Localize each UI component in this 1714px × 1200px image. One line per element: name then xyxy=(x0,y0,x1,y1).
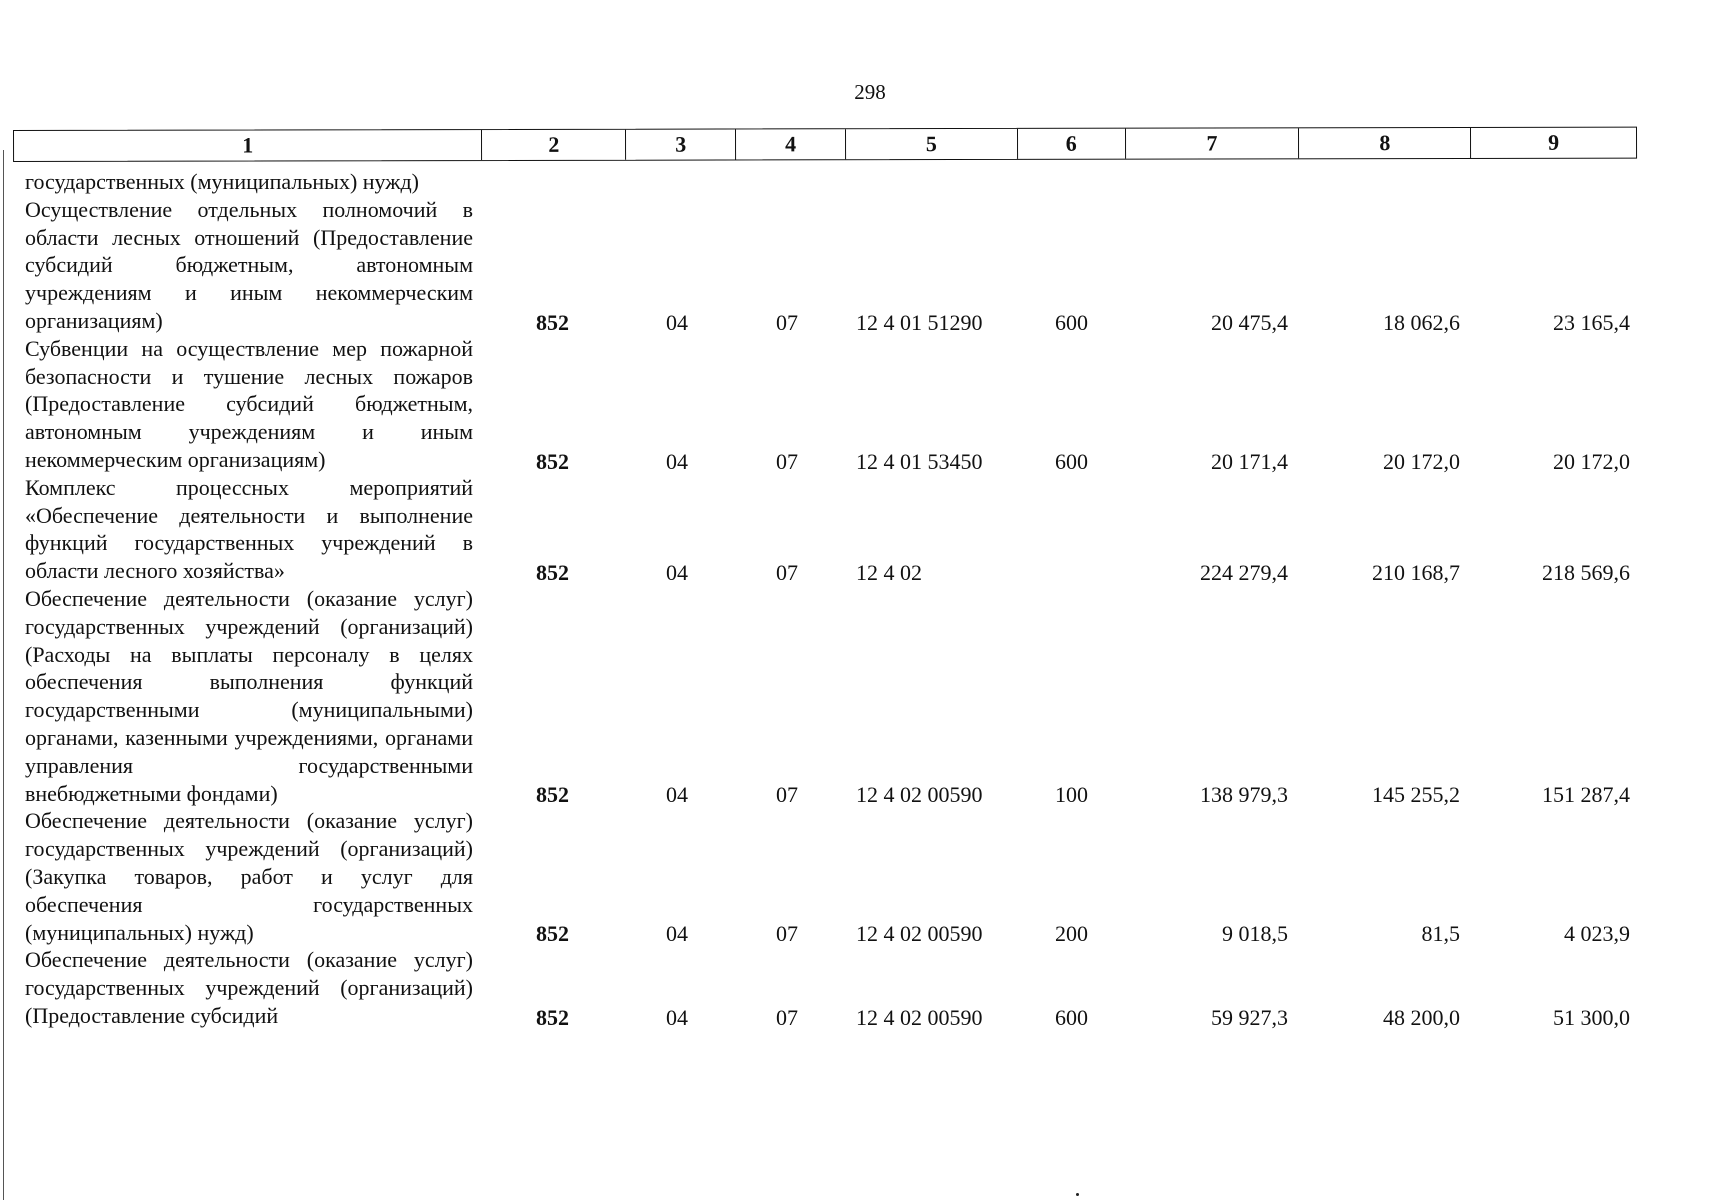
row-description: Обеспечение деятельности (оказание услуг) государственных учреждений (организаций) (Предоставление субсидий xyxy=(25,947,473,1028)
cell-amount-year-3: 23 165,4 xyxy=(1553,309,1630,335)
cell-expense-type: 600 xyxy=(1055,1004,1088,1030)
header-col-9: 9 xyxy=(1548,129,1560,155)
header-col-7: 7 xyxy=(1126,128,1300,158)
table-row xyxy=(0,946,1714,1029)
cell-ministry-code: 852 xyxy=(536,448,569,474)
header-col-3: 3 xyxy=(626,129,736,159)
cell-amount-year-3: 218 569,6 xyxy=(1542,559,1630,585)
header-col-2: 2 xyxy=(482,130,626,160)
header-col-1: 1 xyxy=(14,130,482,161)
cell-subsection: 07 xyxy=(776,448,798,474)
cell-target-article: 12 4 02 00590 xyxy=(856,782,983,808)
cell-expense-type: 100 xyxy=(1055,782,1088,808)
cell-section: 04 xyxy=(666,1004,688,1030)
cell-section: 04 xyxy=(666,782,688,808)
cell-ministry-code: 852 xyxy=(536,559,569,585)
cell-section: 04 xyxy=(666,448,688,474)
cell-amount-year-3: 20 172,0 xyxy=(1553,448,1630,474)
cell-target-article: 12 4 01 51290 xyxy=(856,309,983,335)
cell-section: 04 xyxy=(666,921,688,947)
cell-ministry-code: 852 xyxy=(536,782,569,808)
header-col-5: 5 xyxy=(846,129,1018,159)
cell-section: 04 xyxy=(666,309,688,335)
cell-expense-type: 600 xyxy=(1055,309,1088,335)
row-description: Обеспечение деятельности (оказание услуг) государственных учреждений (организаций) (Расходы на выплаты персоналу в целях обеспечения выполнения функций государственными (муниципальными) органами, казенными учреждениями, органами управления государственными внебюджетными фондами) xyxy=(25,585,473,806)
cell-target-article: 12 4 02 00590 xyxy=(856,921,983,947)
header-col-6: 6 xyxy=(1018,129,1126,159)
continuation-row xyxy=(0,168,1714,196)
cell-expense-type: 600 xyxy=(1055,448,1088,474)
row-description: Осуществление отдельных полномочий в области лесных отношений (Предоставление субсидий бюджетным, автономным учреждениям и иным некоммерческим организациям) xyxy=(25,196,473,333)
cell-amount-year-2: 20 172,0 xyxy=(1383,448,1460,474)
table-row xyxy=(0,807,1714,946)
cell-target-article: 12 4 02 00590 xyxy=(856,1004,983,1030)
cell-subsection: 07 xyxy=(776,921,798,947)
cell-amount-year-3: 151 287,4 xyxy=(1542,782,1630,808)
cell-amount-year-3: 4 023,9 xyxy=(1564,921,1630,947)
cell-amount-year-1: 9 018,5 xyxy=(1222,921,1288,947)
page-number: 298 xyxy=(854,80,886,104)
table-body xyxy=(0,168,1714,1030)
cell-subsection: 07 xyxy=(776,309,798,335)
scan-speck xyxy=(1076,1193,1079,1196)
cell-expense-type: 200 xyxy=(1055,921,1088,947)
cell-ministry-code: 852 xyxy=(536,921,569,947)
header-col-4: 4 xyxy=(736,129,846,159)
cell-subsection: 07 xyxy=(776,782,798,808)
cell-section: 04 xyxy=(666,559,688,585)
cell-amount-year-3: 51 300,0 xyxy=(1553,1004,1630,1030)
table-header-row xyxy=(13,127,1637,162)
cell-amount-year-2: 210 168,7 xyxy=(1372,559,1460,585)
cell-ministry-code: 852 xyxy=(536,309,569,335)
row-description: Обеспечение деятельности (оказание услуг) государственных учреждений (организаций) (Закупка товаров, работ и услуг для обеспечения государственных (муниципальных) нужд) xyxy=(25,808,473,945)
cell-amount-year-2: 48 200,0 xyxy=(1383,1004,1460,1030)
cell-target-article: 12 4 01 53450 xyxy=(856,448,983,474)
cell-subsection: 07 xyxy=(776,559,798,585)
cell-amount-year-2: 18 062,6 xyxy=(1383,309,1460,335)
table-row xyxy=(0,585,1714,807)
cell-amount-year-1: 224 279,4 xyxy=(1200,559,1288,585)
cell-subsection: 07 xyxy=(776,1004,798,1030)
cell-amount-year-1: 59 927,3 xyxy=(1211,1004,1288,1030)
cell-amount-year-2: 145 255,2 xyxy=(1372,782,1460,808)
cell-amount-year-1: 138 979,3 xyxy=(1200,782,1288,808)
row-description: Субвенции на осуществление мер пожарной безопасности и тушение лесных пожаров (Предоставление субсидий бюджетным, автономным учреждениям и иным некоммерческим организациям) xyxy=(25,335,473,472)
continuation-text: государственных (муниципальных) нужд) xyxy=(25,169,419,194)
table-row xyxy=(0,335,1714,474)
cell-ministry-code: 852 xyxy=(536,1004,569,1030)
cell-amount-year-1: 20 475,4 xyxy=(1211,309,1288,335)
table-row xyxy=(0,474,1714,585)
cell-amount-year-2: 81,5 xyxy=(1421,921,1460,947)
row-description: Комплекс процессных мероприятий «Обеспечение деятельности и выполнение функций государственных учреждений в области лесного хозяйства» xyxy=(25,474,473,584)
cell-target-article: 12 4 02 xyxy=(856,559,922,585)
table-row xyxy=(0,196,1714,335)
header-col-8: 8 xyxy=(1299,128,1471,158)
cell-amount-year-1: 20 171,4 xyxy=(1211,448,1288,474)
